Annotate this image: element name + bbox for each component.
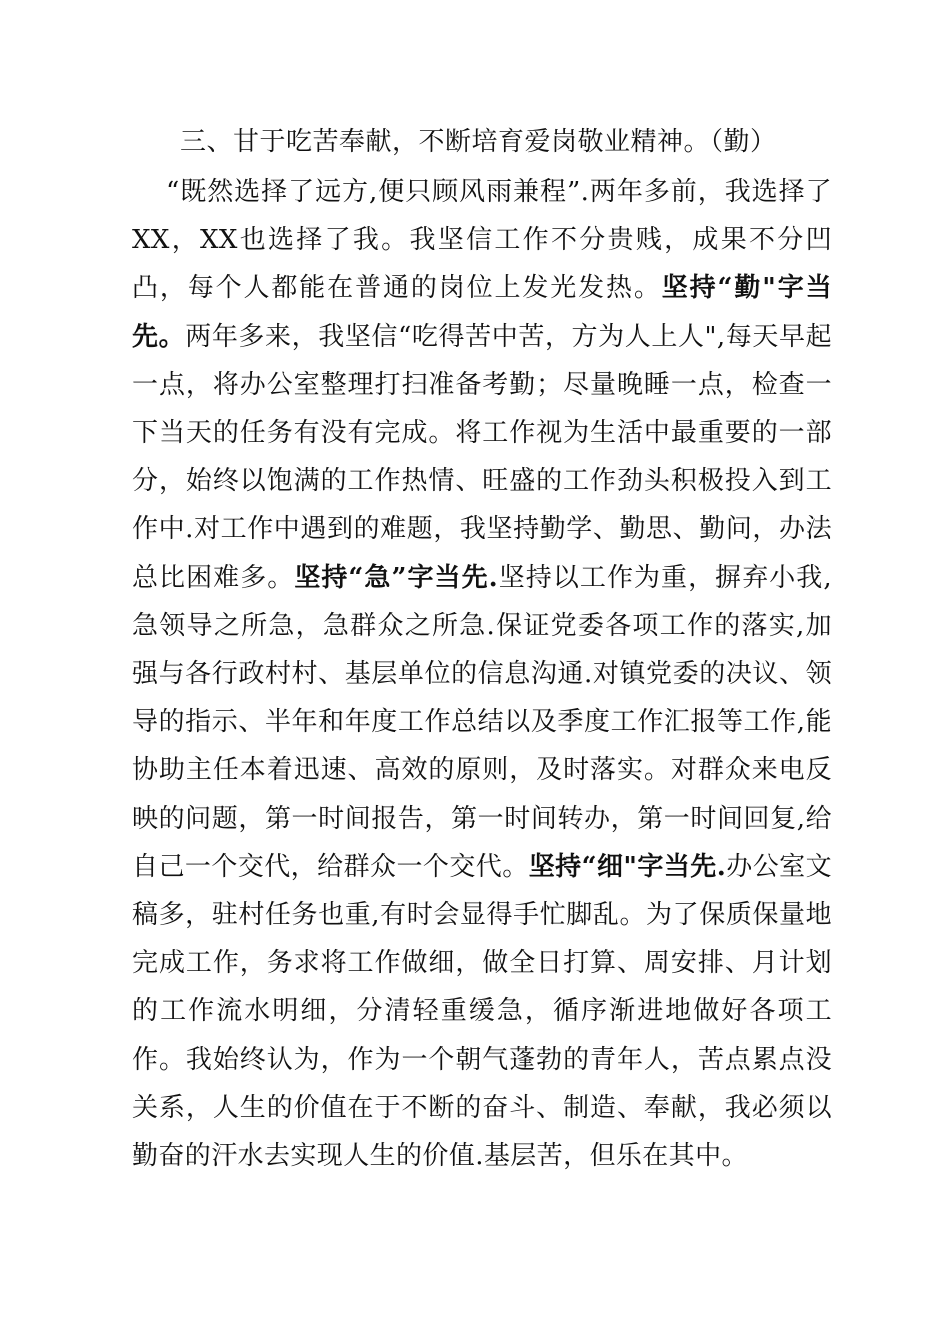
section-heading: 三、甘于吃苦奉献，不断培育爱岗敬业精神。（勤） [180, 127, 777, 157]
emphasis-ji: 坚持“急”字当先. [294, 562, 499, 593]
paragraph-text: 两年多来，我坚信“吃得苦中苦，方为人上人",每天早起一点，将办公室整理打扫准备考勤；尽量晚睡一点，检查一下当天的任务有没有完成。将工作视为生活中最重要的一部分，始终以饱满的工作热情、旺盛的工作劲头积极投入到工作中.对工作中遇到的难题，我坚持勤学、勤思、勤问，办法总比困难多。 [132, 321, 832, 593]
emphasis-xi: 坚持“细"字当先. [528, 851, 727, 882]
paragraph-text: “既然选择了远方,便只顾风雨兼程”.两年多前，我选择了XX，XX也选择了我。我坚信工作不分贵贱，成果不分凹凸，每个人都能在普通的岗位上发光发热。 [132, 177, 832, 304]
emphasis-qin: 坚持“勤"字当先。 [132, 273, 832, 352]
paragraph-text: 坚持以工作为重，摒弃小我,急领导之所急，急群众之所急.保证党委各项工作的落实,加强与各行政村村、基层单位的信息沟通.对镇党委的决议、领导的指示、半年和年度工作总结以及季度工作汇报等工作,能协助主任本着迅速、高效的原则，及时落实。对群众来电反映的问题，第一时间报告，第一时间转办，第一时间回复,给自己一个交代，给群众一个交代。 [132, 562, 833, 882]
paragraph-text: 办公室文稿多，驻村任务也重,有时会显得手忙脚乱。为了保质保量地完成工作，务求将工作做细，做全日打算、周安排、月计划的工作流水明细，分清轻重缓急，循序渐进地做好各项工作。我始终认为，作为一个朝气蓬勃的青年人，苦点累点没关系，人生的价值在于不断的奋斗、制造、奉献，我必须以勤奋的汗水去实现人生的价值.基层苦，但乐在其中。 [132, 851, 832, 1172]
body-paragraph [132, 168, 832, 1180]
